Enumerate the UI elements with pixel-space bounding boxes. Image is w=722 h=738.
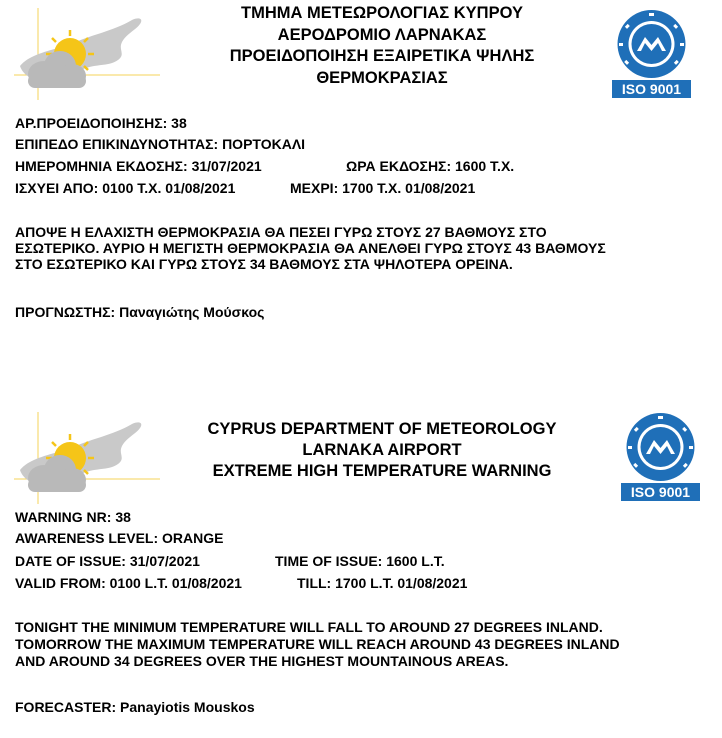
greek-title-line: ΤΜΗΜΑ ΜΕΤΕΩΡΟΛΟΓΙΑΣ ΚΥΠΡΟΥ xyxy=(241,4,523,22)
iso-label: ISO 9001 xyxy=(630,484,691,500)
cyprus-sun-cloud-icon xyxy=(14,412,160,504)
english-title-line: CYPRUS DEPARTMENT OF METEOROLOGY xyxy=(207,420,557,438)
greek-forecaster-name: Παναγιώτης Μούσκος xyxy=(119,304,265,320)
english-forecaster-name: Panayiotis Mouskos xyxy=(120,699,255,715)
english-warning-nr: WARNING NR: 38 xyxy=(15,509,131,525)
iso-badge-greek xyxy=(605,9,698,99)
greek-valid-till: ΜΕΧΡΙ: 1700 Τ.Χ. 01/08/2021 xyxy=(290,180,476,196)
english-forecast-line: AND AROUND 34 DEGREES OVER THE HIGHEST MOUNTAINOUS AREAS. xyxy=(15,653,509,669)
iso-9001-badge-icon xyxy=(614,412,707,502)
greek-forecast-text xyxy=(15,224,606,272)
iso-badge-english xyxy=(614,412,707,502)
greek-time-of-issue: ΩΡΑ ΕΚΔΟΣΗΣ: 1600 Τ.Χ. xyxy=(346,158,515,174)
met-logo-greek xyxy=(14,8,160,100)
english-title-line: EXTREME HIGH TEMPERATURE WARNING xyxy=(212,462,552,480)
met-logo-english xyxy=(14,412,160,504)
greek-title-line: ΠΡΟΕΙΔΟΠΟΙΗΣΗ ΕΞΑΙΡΕΤΙΚΑ ΨΗΛΗΣ xyxy=(229,47,535,65)
english-title xyxy=(170,419,594,482)
english-time-of-issue: TIME OF ISSUE: 1600 L.T. xyxy=(275,553,445,569)
english-valid-till: TILL: 1700 L.T. 01/08/2021 xyxy=(297,575,468,591)
english-valid-from: VALID FROM: 0100 L.T. 01/08/2021 xyxy=(15,575,242,591)
english-awareness-level: AWARENESS LEVEL: ORANGE xyxy=(15,530,224,546)
greek-forecaster-label: ΠΡΟΓΝΩΣΤΗΣ: xyxy=(15,304,116,320)
english-forecast-line: TONIGHT THE MINIMUM TEMPERATURE WILL FALL TO AROUND 27 DEGREES INLAND. xyxy=(15,619,603,635)
greek-forecast-line: ΣΤΟ ΕΣΩΤΕΡΙΚΟ ΚΑΙ ΓΥΡΩ ΣΤΟΥΣ 34 ΒΑΘΜΟΥΣ ΣΤΑ ΨΗΛΟΤΕΡΑ ΟΡΕΙΝΑ. xyxy=(15,256,513,272)
iso-9001-badge-icon xyxy=(605,9,698,99)
english-forecaster xyxy=(15,699,255,716)
greek-date-of-issue: ΗΜΕΡΟΜΗΝΙΑ ΕΚΔΟΣΗΣ: 31/07/2021 xyxy=(15,158,262,174)
english-date-of-issue: DATE OF ISSUE: 31/07/2021 xyxy=(15,553,200,569)
cyprus-sun-cloud-icon xyxy=(14,8,160,100)
english-forecast-line: TOMORROW THE MAXIMUM TEMPERATURE WILL REACH AROUND 43 DEGREES INLAND xyxy=(15,636,620,652)
greek-forecast-line: ΕΣΩΤΕΡΙΚΟ. ΑΥΡΙΟ Η ΜΕΓΙΣΤΗ ΘΕΡΜΟΚΡΑΣΙΑ ΘΑ ΑΝΕΛΘΕΙ ΓΥΡΩ ΣΤΟΥΣ 43 ΒΑΘΜΟΥΣ xyxy=(15,240,606,256)
greek-title xyxy=(170,3,594,89)
greek-title-line: ΘΕΡΜΟΚΡΑΣΙΑΣ xyxy=(316,68,448,87)
greek-warning-nr: ΑΡ.ΠΡΟΕΙΔΟΠΟΙΗΣΗΣ: 38 xyxy=(15,115,187,131)
greek-valid-from: ΙΣΧΥΕΙ ΑΠΟ: 0100 Τ.Χ. 01/08/2021 xyxy=(15,180,236,196)
greek-awareness-level: ΕΠΙΠΕΔΟ ΕΠΙΚΙΝΔΥΝΟΤΗΤΑΣ: ΠΟΡΤΟΚΑΛΙ xyxy=(15,136,306,152)
english-forecast-text xyxy=(15,619,620,670)
english-forecaster-label: FORECASTER: xyxy=(15,699,117,715)
greek-forecast-line: ΑΠΟΨΕ Η ΕΛΑΧΙΣΤΗ ΘΕΡΜΟΚΡΑΣΙΑ ΘΑ ΠΕΣΕΙ ΓΥΡΩ ΣΤΟΥΣ 27 ΒΑΘΜΟΥΣ ΣΤΟ xyxy=(15,224,547,240)
iso-label: ISO 9001 xyxy=(621,81,682,97)
greek-forecaster xyxy=(15,304,264,321)
english-title-line: LARNAKA AIRPORT xyxy=(302,441,462,459)
greek-title-line: ΑΕΡΟΔΡΟΜΙΟ ΛΑΡΝΑΚΑΣ xyxy=(277,25,487,44)
